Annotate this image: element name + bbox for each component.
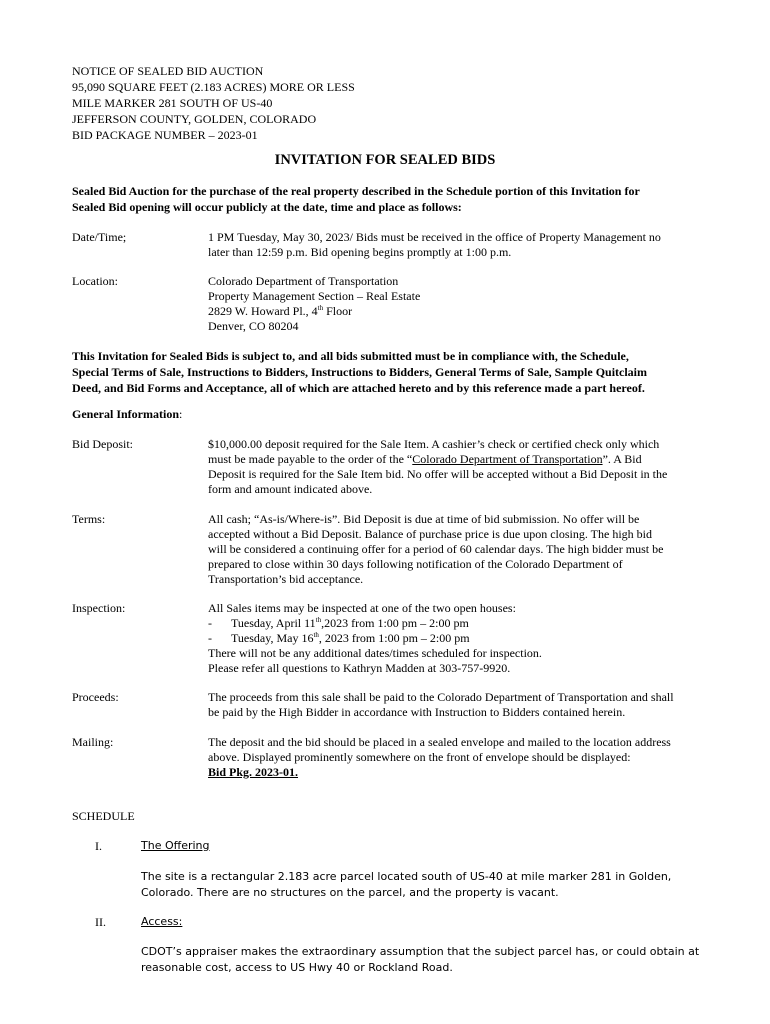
proceeds-line: be paid by the High Bidder in accordance with Instruction to Bidders contained herein.	[208, 705, 626, 719]
proceeds-line: The proceeds from this sale shall be paid to the Colorado Department of Transportation and shall	[208, 690, 674, 704]
text: Tuesday, April 11	[231, 616, 316, 630]
bid-package-reference: Bid Pkg. 2023-01.	[208, 765, 299, 779]
location-line: Property Management Section – Real Estate	[208, 289, 421, 303]
access-title: Access:	[141, 915, 183, 928]
subject-line: Deed, and Bid Forms and Acceptance, all of which are attached hereto and by this reference made a part hereof.	[72, 381, 645, 395]
inspection-line: There will not be any additional dates/times scheduled for inspection.	[208, 646, 542, 660]
offering-line: Colorado. There are no structures on the parcel, and the property is vacant.	[141, 886, 559, 899]
bid-deposit-value	[208, 437, 667, 497]
offering-line: The site is a rectangular 2.183 acre parcel located south of US-40 at mile marker 281 in Golden,	[141, 870, 672, 883]
terms-line: Transportation’s bid acceptance.	[208, 572, 364, 586]
text: ,2023 from 1:00 pm – 2:00 pm	[321, 616, 469, 630]
mailing-label: Mailing:	[72, 735, 114, 749]
subject-paragraph	[72, 348, 647, 396]
bullet-dash: -	[208, 631, 212, 645]
datetime-value	[208, 230, 661, 260]
bid-deposit-line: Deposit is required for the Sale Item bid. No offer will be accepted without a Bid Deposit in the	[208, 467, 668, 481]
intro-line: Sealed Bid Auction for the purchase of the real property described in the Schedule portion of this Invitation for	[72, 184, 640, 198]
inspection-line: Please refer all questions to Kathryn Madden at 303-757-9920.	[208, 661, 511, 675]
location-value	[208, 274, 420, 334]
location-line: Denver, CO 80204	[208, 319, 299, 333]
text: must be made payable to the order of the “	[208, 452, 413, 466]
open-house-item	[208, 616, 542, 631]
schedule-numeral: II.	[95, 915, 106, 929]
inspection-value	[208, 601, 542, 676]
mailing-line: The deposit and the bid should be placed in a sealed envelope and mailed to the location address	[208, 735, 671, 749]
header-line: BID PACKAGE NUMBER – 2023-01	[72, 128, 258, 142]
offering-title: The Offering	[141, 839, 210, 852]
bid-deposit-label: Bid Deposit:	[72, 437, 134, 451]
terms-value	[208, 512, 663, 587]
header-line: JEFFERSON COUNTY, GOLDEN, COLORADO	[72, 112, 317, 126]
notice-header	[72, 63, 355, 143]
address-floor: Floor	[323, 304, 353, 318]
text: , 2023 from 1:00 pm – 2:00 pm	[318, 631, 470, 645]
bid-deposit-line	[208, 452, 667, 467]
intro-line: Sealed Bid opening will occur publicly at the date, time and place as follows:	[72, 200, 462, 214]
datetime-line: 1 PM Tuesday, May 30, 2023/ Bids must be received in the office of Property Management no	[208, 230, 661, 244]
access-line: CDOT’s appraiser makes the extraordinary assumption that the subject parcel has, or could obtain at	[141, 945, 700, 958]
text: Tuesday, May 16	[231, 631, 314, 645]
location-line: Colorado Department of Transportation	[208, 274, 399, 288]
header-line: 95,090 SQUARE FEET (2.183 ACRES) MORE OR LESS	[72, 80, 355, 94]
inspection-label: Inspection:	[72, 601, 126, 615]
offering-text	[141, 869, 671, 901]
subject-line: This Invitation for Sealed Bids is subject to, and all bids submitted must be in compliance with, the Schedule,	[72, 349, 629, 363]
schedule-numeral: I.	[95, 839, 102, 853]
mailing-line: above. Displayed prominently somewhere on the front of envelope should be displayed:	[208, 750, 631, 764]
datetime-label: Date/Time;	[72, 230, 127, 244]
access-line: reasonable cost, access to US Hwy 40 or Rockland Road.	[141, 961, 453, 974]
address-street: 2829 W. Howard Pl., 4	[208, 304, 318, 318]
location-line	[208, 304, 420, 319]
header-line: NOTICE OF SEALED BID AUCTION	[72, 64, 264, 78]
schedule-heading: SCHEDULE	[72, 809, 135, 823]
bullet-dash: -	[208, 616, 212, 630]
proceeds-value	[208, 690, 674, 720]
subject-line: Special Terms of Sale, Instructions to Bidders, Instructions to Bidders, General Terms of Sale, Sample Quitclaim	[72, 365, 648, 379]
location-label: Location:	[72, 274, 118, 288]
mailing-value	[208, 735, 671, 780]
terms-line: prepared to close within 30 days following notification of the Colorado Department of	[208, 557, 623, 571]
general-info-colon: :	[179, 407, 183, 421]
terms-line: All cash; “As-is/Where-is”. Bid Deposit is due at time of bid submission. No offer will be	[208, 512, 640, 526]
general-info-label: General Information	[72, 407, 179, 421]
payee-link: Colorado Department of Transportation	[412, 452, 603, 466]
ordinal-suffix: th	[317, 304, 324, 312]
open-house-item	[208, 631, 542, 646]
general-info-heading	[72, 407, 182, 422]
inspection-line: All Sales items may be inspected at one of the two open houses:	[208, 601, 516, 615]
bid-deposit-line: form and amount indicated above.	[208, 482, 373, 496]
bid-deposit-line: $10,000.00 deposit required for the Sale Item. A cashier’s check or certified check only which	[208, 437, 660, 451]
terms-line: will be considered a continuing offer for a period of 60 calendar days. The high bidder must be	[208, 542, 664, 556]
text: ”. A Bid	[602, 452, 642, 466]
terms-label: Terms:	[72, 512, 106, 526]
ordinal-suffix: th	[315, 616, 322, 624]
proceeds-label: Proceeds:	[72, 690, 119, 704]
header-line: MILE MARKER 281 SOUTH OF US-40	[72, 96, 273, 110]
document-title: INVITATION FOR SEALED BIDS	[274, 152, 496, 168]
intro-paragraph	[72, 183, 640, 215]
ordinal-suffix: th	[313, 631, 319, 639]
datetime-line: later than 12:59 p.m. Bid opening begins promptly at 1:00 p.m.	[208, 245, 512, 259]
access-text	[141, 944, 699, 976]
terms-line: accepted without a Bid Deposit. Balance of purchase price is due upon closing. The high bid	[208, 527, 652, 541]
